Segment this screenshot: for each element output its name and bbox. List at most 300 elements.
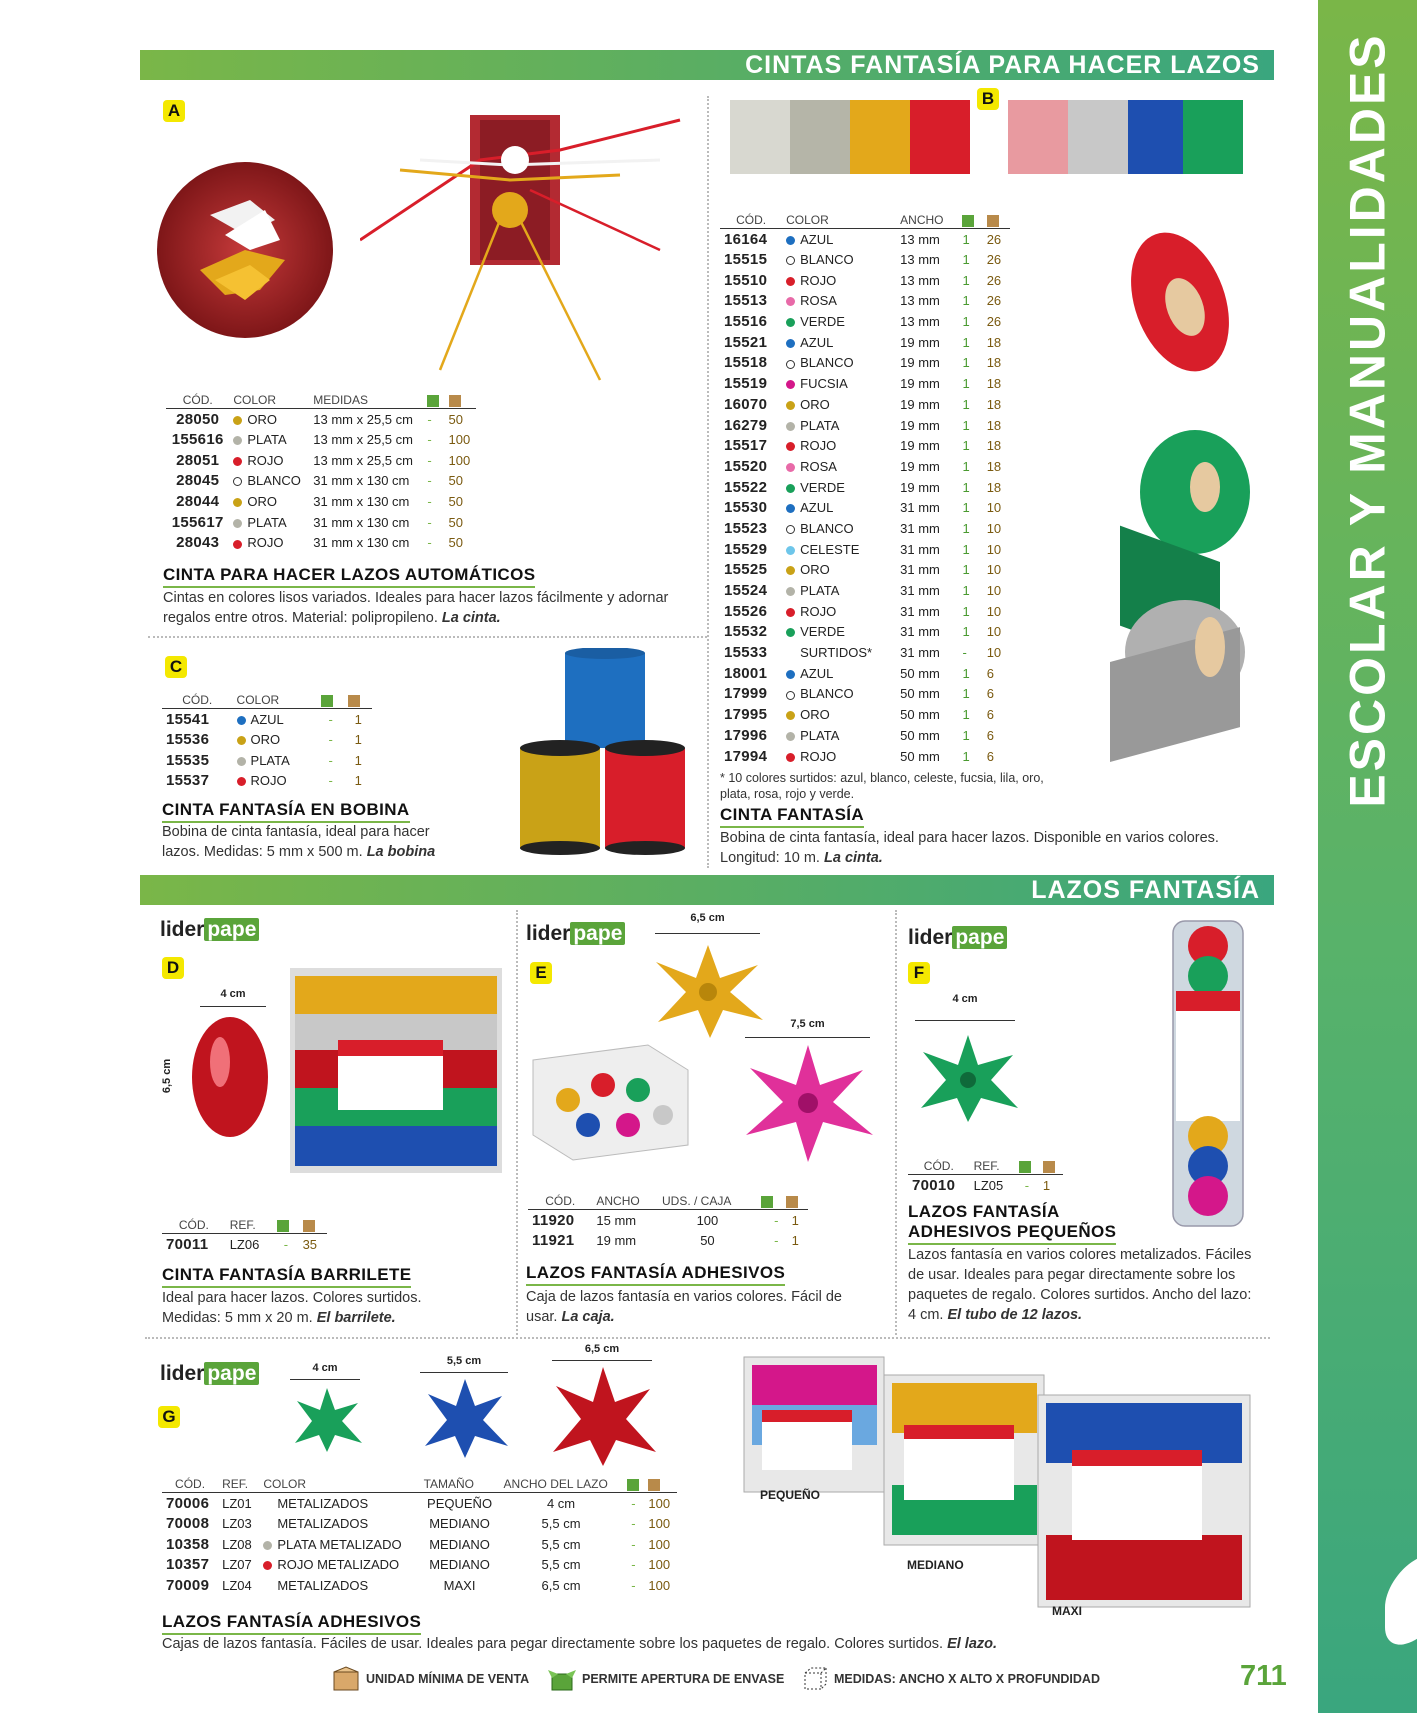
color-dot-plata (786, 422, 795, 431)
cell-q1: - (631, 1536, 636, 1552)
color-label: METALIZADOS (277, 1495, 369, 1511)
cell-q1: - (427, 432, 432, 448)
product-desc-d: Ideal para hacer lazos. Colores surtidos. Medidas: 5 mm x 20 m. El barrilete. (162, 1290, 422, 1326)
product-image-bow-pink (738, 1040, 878, 1165)
color-dot-rosa (786, 297, 795, 306)
cell-ancho: 50 mm (900, 727, 940, 743)
cell-size: MEDIANO (429, 1536, 490, 1552)
open-box-icon (321, 695, 333, 707)
cell-q1: - (427, 411, 432, 427)
color-label: PLATA (800, 727, 840, 743)
cell-color (782, 456, 896, 477)
table-row (162, 1534, 677, 1555)
cell-code: 15533 (724, 644, 768, 662)
caption-mediano: MEDIANO (907, 1558, 964, 1572)
cell-code: 10358 (166, 1535, 210, 1553)
letter-badge-f: F (908, 962, 930, 984)
cell-code: 17995 (724, 706, 768, 724)
color-dot-plata (233, 436, 242, 445)
cell-code: 11921 (532, 1232, 575, 1250)
color-dot-rojo (237, 777, 246, 786)
cell-code: 16279 (724, 416, 768, 434)
divider-lower (145, 1337, 1270, 1339)
table-row (166, 450, 476, 471)
cell-ancho: 5,5 cm (541, 1516, 581, 1532)
cell-q1: 1 (962, 500, 970, 516)
table-row (720, 435, 1010, 456)
cell-ancho: 31 mm (900, 541, 940, 557)
cell-medidas: 13 mm x 25,5 cm (313, 411, 413, 427)
section-band-top (140, 50, 1274, 80)
color-dot-rojo (233, 457, 242, 466)
cell-q1: - (631, 1516, 636, 1532)
product-image-spools (520, 648, 690, 858)
product-desc-g: Cajas de lazos fantasía. Fáciles de usar. Ideales para pegar directamente sobre los paquetes de regalo. Colores surtidos. El lazo. (162, 1636, 998, 1652)
product-image-barrilete-box (290, 968, 502, 1173)
cell-color (259, 1534, 419, 1555)
color-dot-blanco (786, 525, 795, 534)
color-dot-verde (786, 484, 795, 493)
color-dot-rosa (786, 463, 795, 472)
divider-a-c (148, 636, 707, 638)
color-label: ROJO (800, 603, 837, 619)
color-dot-rojo (786, 442, 795, 451)
color-label: ROJO (800, 438, 837, 454)
cell-color (233, 729, 317, 750)
table-row (166, 491, 476, 512)
cell-q2: 50 (448, 473, 463, 489)
cell-q1: - (774, 1233, 779, 1249)
cell-q1: 1 (962, 479, 970, 495)
cell-code: 70009 (166, 1577, 210, 1595)
cell-ref: LZ05 (973, 1177, 1004, 1193)
cell-q2: 10 (986, 645, 1002, 661)
cell-q2: 1 (1042, 1177, 1051, 1193)
table-row (162, 771, 372, 792)
color-label: ROJO (250, 773, 287, 789)
product-title-c: CINTA FANTASÍA EN BOBINA (162, 800, 410, 823)
table-section-c (162, 692, 372, 791)
col-header-color: COLOR (233, 692, 317, 709)
product-image-bow-maxi (548, 1364, 658, 1469)
cell-code: 70010 (912, 1176, 956, 1194)
cell-color (782, 704, 896, 725)
product-desc-b: Bobina de cinta fantasía, ideal para hacer lazos. Disponible en varios colores. Longitud: 10 m. La cinta. (720, 830, 1219, 866)
cell-q2: 1 (354, 732, 362, 748)
open-box-icon (277, 1220, 289, 1232)
col-header-cod: CÓD. (908, 1158, 970, 1175)
cell-color (229, 450, 309, 471)
table-row (720, 497, 1010, 518)
dimension-e-1: 6,5 cm (690, 912, 725, 924)
col-header-cod: CÓD. (720, 212, 782, 229)
cell-size: PEQUEÑO (427, 1495, 493, 1511)
cell-code: 28050 (176, 410, 220, 428)
cell-ancho: 13 mm (900, 252, 940, 268)
cell-color (782, 373, 896, 394)
brand-logo-f: lider pape (908, 926, 1007, 950)
cell-size: MAXI (443, 1578, 476, 1594)
cell-code: 70011 (166, 1235, 209, 1253)
color-dot-rojo (786, 753, 795, 762)
color-label: ORO (800, 562, 830, 578)
cell-color (782, 642, 896, 663)
table-row (720, 580, 1010, 601)
color-dot-plata (786, 732, 795, 741)
col-header-cod: CÓD. (162, 1217, 226, 1234)
cell-color (259, 1575, 419, 1596)
cell-q2: 100 (648, 1495, 671, 1511)
color-label: PLATA (247, 514, 287, 530)
color-label: AZUL (800, 334, 834, 350)
cell-q1: 1 (962, 252, 970, 268)
cell-code: 15524 (724, 582, 768, 600)
cell-q1: - (328, 773, 333, 789)
cell-q1: 1 (962, 707, 970, 723)
cell-ancho: 50 mm (900, 707, 940, 723)
cell-q2: 6 (986, 727, 994, 743)
color-label: PLATA (250, 752, 290, 768)
cell-q2: 10 (986, 520, 1002, 536)
cell-code: 15521 (724, 333, 768, 351)
cell-code: 28044 (176, 493, 220, 511)
color-label: ROJO (247, 535, 284, 551)
cell-q2: 1 (791, 1212, 799, 1228)
cell-code: 15529 (724, 540, 768, 558)
cell-code: 15541 (166, 710, 210, 728)
cell-q1: - (631, 1557, 636, 1573)
cell-medidas: 31 mm x 130 cm (313, 514, 410, 530)
cell-color (782, 229, 896, 250)
cell-ref: LZ07 (222, 1557, 252, 1573)
color-label: PLATA (800, 583, 840, 599)
cell-q1: 1 (962, 727, 970, 743)
cell-q1: 1 (962, 231, 970, 247)
cell-color (782, 518, 896, 539)
color-dot-plata (233, 519, 242, 528)
cell-ancho: 19 mm (900, 355, 940, 371)
dimension-line (200, 1006, 266, 1007)
cell-q2: 18 (986, 376, 1002, 392)
open-box-icon (627, 1479, 639, 1491)
box-icon (1043, 1161, 1055, 1173)
cell-ancho: 19 mm (900, 438, 940, 454)
cell-q2: 6 (986, 707, 994, 723)
dimension-line (915, 1020, 1015, 1021)
color-dot-oro (786, 711, 795, 720)
dimension-f: 4 cm (952, 993, 978, 1005)
table-row (908, 1175, 1063, 1196)
cell-color (233, 750, 317, 771)
cell-code: 10357 (166, 1556, 210, 1574)
cell-q1: - (427, 452, 432, 468)
product-desc-f: Lazos fantasía en varios colores metalizados. Fáciles de usar. Ideales para pegar directamente sobre los paquetes de regalo. Colores surtidos. Ancho del lazo: 4 cm. El tubo de 12 lazos. (908, 1247, 1252, 1323)
letter-badge-g: G (158, 1406, 180, 1428)
product-title-d: CINTA FANTASÍA BARRILETE (162, 1265, 411, 1288)
cell-color (782, 477, 896, 498)
cell-code: 15536 (166, 731, 210, 749)
section-title-lazos: LAZOS FANTASÍA (1031, 876, 1260, 904)
product-title-b: CINTA FANTASÍA (720, 805, 864, 828)
product-desc-a: Cintas en colores lisos variados. Ideales para hacer lazos fácilmente y adornar regalos entre otros. Material: polipropileno. La cinta. (163, 590, 669, 626)
cell-code: 15526 (724, 602, 768, 620)
cell-ancho: 31 mm (900, 583, 940, 599)
cell-ancho: 31 mm (900, 624, 940, 640)
product-image-bow-small (290, 1385, 365, 1455)
cell-ancho: 31 mm (900, 562, 940, 578)
cell-uds: 50 (700, 1233, 715, 1249)
cell-color (782, 291, 896, 312)
product-title-f-1: LAZOS FANTASÍA (908, 1202, 1060, 1221)
color-dot-azul (786, 236, 795, 245)
divider-d-e (516, 910, 518, 1335)
color-dot-rojo (786, 608, 795, 617)
cell-q2: 10 (986, 603, 1002, 619)
cell-q1: 1 (962, 603, 970, 619)
cell-q1: 1 (962, 624, 970, 640)
table-row (166, 512, 476, 533)
footer-legend-unit: UNIDAD MÍNIMA DE VENTA (332, 1666, 529, 1692)
product-image-ribbon-colors (730, 98, 1250, 180)
cell-ref: LZ03 (222, 1516, 252, 1532)
cell-ancho: 5,5 cm (541, 1536, 581, 1552)
col-header-color: COLOR (229, 392, 309, 409)
cell-q1: 1 (962, 583, 970, 599)
cell-q2: 50 (448, 514, 463, 530)
cell-q2: 26 (986, 293, 1002, 309)
col-header-ancho: ANCHO (896, 212, 958, 229)
cell-ancho: 13 mm (900, 272, 940, 288)
open-box-icon (548, 1666, 576, 1692)
brand-logo-e: lider pape (526, 922, 625, 946)
color-label: PLATA (800, 417, 840, 433)
cell-q1: 1 (962, 665, 970, 681)
section-band-middle (140, 875, 1274, 905)
cell-q2: 100 (448, 432, 471, 448)
cell-color (782, 415, 896, 436)
table-row (720, 332, 1010, 353)
product-title-a: CINTA PARA HACER LAZOS AUTOMÁTICOS (163, 565, 535, 588)
box-icon (987, 215, 999, 227)
cell-code: 15535 (166, 751, 210, 769)
table-row (720, 642, 1010, 663)
cell-color (782, 580, 896, 601)
color-label: CELESTE (800, 541, 860, 557)
cell-ancho: 6,5 cm (541, 1578, 581, 1594)
cell-color (229, 491, 309, 512)
cell-q2: 18 (986, 417, 1002, 433)
cell-code: 155617 (171, 513, 224, 531)
cell-size: MEDIANO (429, 1557, 490, 1573)
col-header-tamano: TAMAÑO (420, 1476, 500, 1493)
product-title-e: LAZOS FANTASÍA ADHESIVOS (526, 1263, 785, 1286)
cell-q2: 26 (986, 231, 1002, 247)
cell-q2: 50 (448, 411, 463, 427)
cell-ancho: 19 mm (900, 334, 940, 350)
cell-code: 11920 (532, 1211, 575, 1229)
cell-q1: - (631, 1495, 636, 1511)
cell-ancho: 15 mm (596, 1212, 637, 1228)
color-dot-verde (786, 318, 795, 327)
cell-color (782, 601, 896, 622)
color-dot-verde (786, 628, 795, 637)
color-dot-blanco (786, 691, 795, 700)
box-icon (648, 1479, 660, 1491)
color-dot-azul (237, 716, 246, 725)
cell-color (233, 709, 317, 730)
col-header-ref: REF. (226, 1217, 274, 1234)
product-desc-e: Caja de lazos fantasía en varios colores. Fácil de usar. La caja. (526, 1289, 842, 1325)
color-label: METALIZADOS (277, 1578, 369, 1594)
table-section-b (720, 212, 1010, 766)
cell-ancho: 4 cm (546, 1495, 576, 1511)
footer-legend-open: PERMITE APERTURA DE ENVASE (548, 1666, 784, 1692)
table-row (720, 622, 1010, 643)
color-label: VERDE (800, 624, 845, 640)
cell-ancho: 19 mm (900, 396, 940, 412)
col-header-cod: CÓD. (162, 692, 233, 709)
cell-color (229, 533, 309, 554)
cell-color (782, 394, 896, 415)
cell-code: 15516 (724, 313, 768, 331)
cell-color (259, 1513, 419, 1534)
color-label: BLANCO (800, 686, 854, 702)
cell-code: 16164 (724, 230, 768, 248)
box-icon (332, 1666, 360, 1692)
color-label: ROJO METALIZADO (277, 1557, 400, 1573)
table-section-a (166, 392, 476, 553)
cell-ancho: 19 mm (900, 479, 940, 495)
cell-code: 17999 (724, 685, 768, 703)
cell-code: 16070 (724, 395, 768, 413)
cell-q1: 1 (962, 438, 970, 454)
cell-code: 70008 (166, 1515, 210, 1533)
table-row (720, 229, 1010, 250)
cell-color (782, 725, 896, 746)
cell-q1: 1 (962, 355, 970, 371)
color-dot-plata (263, 1541, 272, 1550)
cell-code: 15530 (724, 499, 768, 517)
color-dot-fucsia (786, 380, 795, 389)
footer-legend-measure: MEDIDAS: ANCHO X ALTO X PROFUNDIDAD (802, 1666, 1100, 1692)
table-row (162, 709, 372, 730)
cell-code: 18001 (724, 664, 768, 682)
cell-color (782, 539, 896, 560)
table-section-e (528, 1193, 808, 1251)
cell-ancho: 31 mm (900, 603, 940, 619)
cell-code: 15517 (724, 437, 768, 455)
color-label: BLANCO (800, 355, 854, 371)
table-row (162, 1575, 677, 1596)
caption-pequeno: PEQUEÑO (760, 1488, 821, 1502)
cell-code: 15523 (724, 519, 768, 537)
box-icon (786, 1196, 798, 1208)
cell-color (782, 435, 896, 456)
cell-color (229, 429, 309, 450)
cell-q2: 26 (986, 314, 1002, 330)
dimension-line (655, 933, 760, 934)
cell-code: 17994 (724, 747, 768, 765)
cell-q2: 1 (354, 752, 362, 768)
col-header-cod: CÓD. (166, 392, 229, 409)
cell-q2: 6 (986, 686, 994, 702)
cell-q1: 1 (962, 417, 970, 433)
table-row (162, 1234, 327, 1255)
cell-color (259, 1493, 419, 1514)
cube-outline-icon (802, 1666, 828, 1692)
table-section-f (908, 1158, 1063, 1195)
table-row (720, 684, 1010, 705)
open-box-icon (427, 395, 439, 407)
color-label: AZUL (800, 231, 834, 247)
color-label: ROSA (800, 293, 837, 309)
col-header-cod: CÓD. (162, 1476, 218, 1493)
color-label: ORO (800, 707, 830, 723)
cell-color (782, 746, 896, 767)
cell-q1: - (427, 535, 432, 551)
color-label: AZUL (250, 711, 284, 727)
table-row (162, 1493, 677, 1514)
table-row (720, 353, 1010, 374)
cell-ancho: 19 mm (900, 417, 940, 433)
color-label: BLANCO (800, 520, 854, 536)
cell-ref: LZ01 (222, 1495, 252, 1511)
color-label: ORO (250, 732, 281, 748)
cell-code: 17996 (724, 726, 768, 744)
cell-q2: 10 (986, 583, 1002, 599)
cell-q1: 1 (962, 458, 970, 474)
color-label: ROJO (800, 272, 837, 288)
col-header-ref: REF. (970, 1158, 1015, 1175)
cell-code: 15532 (724, 623, 768, 641)
col-header-color: COLOR (782, 212, 896, 229)
table-row (720, 601, 1010, 622)
color-label: ROJO (247, 452, 284, 468)
cell-q1: 1 (962, 376, 970, 392)
cell-ancho: 13 mm (900, 314, 940, 330)
table-row (166, 533, 476, 554)
table-row (720, 311, 1010, 332)
box-icon (449, 395, 461, 407)
product-image-barrilete (185, 1012, 275, 1142)
cell-q1: - (962, 645, 967, 661)
cell-ancho: 13 mm (900, 293, 940, 309)
cell-q2: 26 (986, 252, 1002, 268)
page-number: 711 (1240, 1660, 1287, 1692)
cell-ancho: 31 mm (900, 500, 940, 516)
cell-q2: 10 (986, 500, 1002, 516)
dimension-line (552, 1360, 652, 1361)
cell-ancho: 31 mm (900, 645, 940, 661)
table-row (166, 471, 476, 492)
dimension-height-d: 6,5 cm (161, 1058, 173, 1094)
color-dot-blanco (786, 360, 795, 369)
color-label: VERDE (800, 479, 845, 495)
open-box-icon (761, 1196, 773, 1208)
cell-q1: - (328, 711, 333, 727)
cell-q1: - (427, 473, 432, 489)
cell-ancho: 19 mm (900, 458, 940, 474)
cell-q2: 10 (986, 541, 1002, 557)
product-image-bow-box (528, 1040, 693, 1165)
product-image-bow-green (913, 1030, 1023, 1125)
cell-code: 15520 (724, 457, 768, 475)
col-header-uds: UDS. / CAJA (658, 1193, 757, 1210)
cell-code: 28043 (176, 534, 220, 552)
col-header-cod: CÓD. (528, 1193, 592, 1210)
cell-q1: 1 (962, 396, 970, 412)
table-row (720, 415, 1010, 436)
